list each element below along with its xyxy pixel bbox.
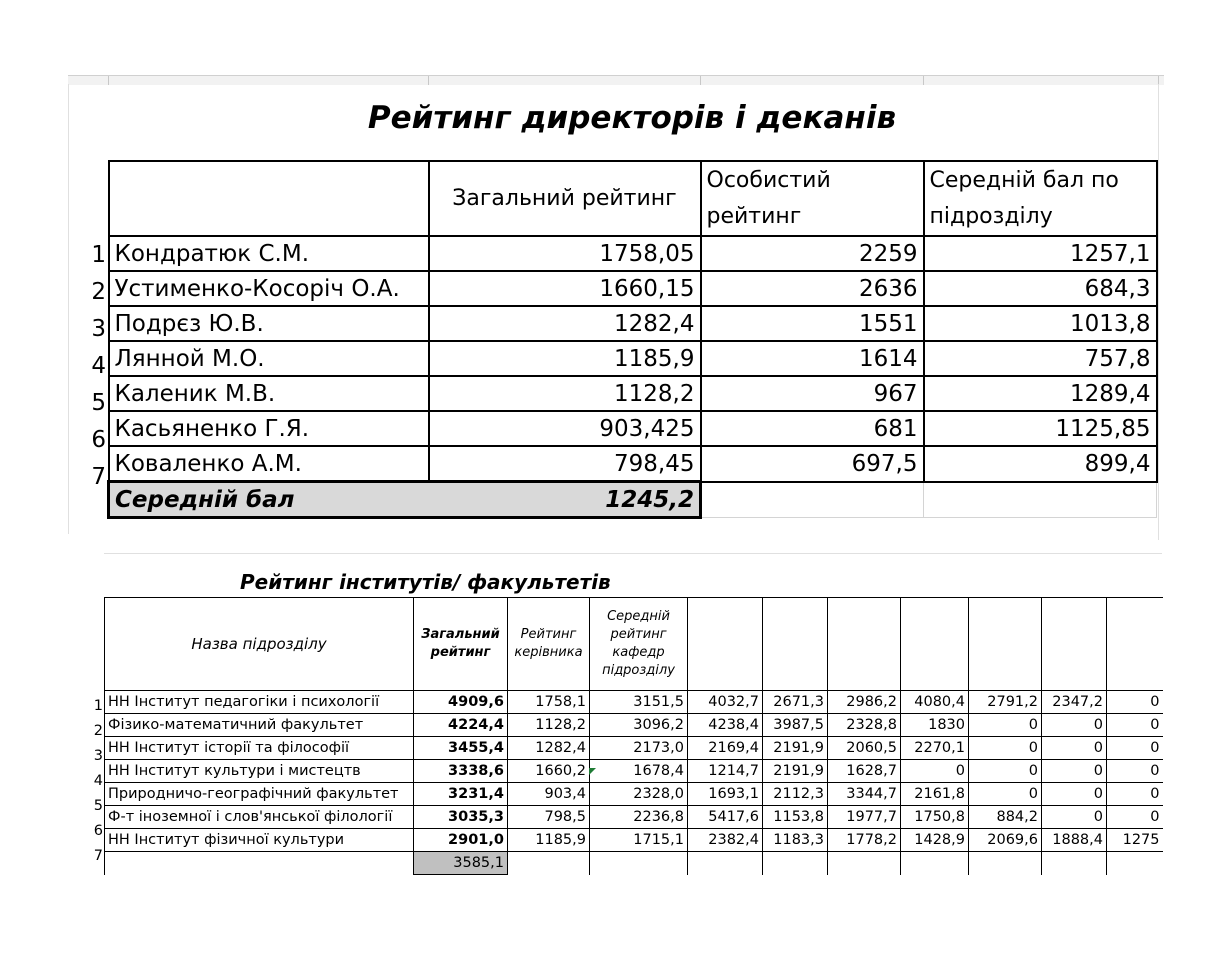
name-cell[interactable]: Коваленко А.М. [109, 446, 429, 482]
value-cell[interactable]: 2791,2 [969, 691, 1042, 714]
name-cell[interactable]: Фізико-математичний факультет [105, 714, 414, 737]
row-number: 1 [93, 698, 103, 714]
total-cell[interactable]: 3455,4 [414, 737, 508, 760]
table-header-row [105, 598, 1163, 691]
header-total-rating[interactable]: Загальний рейтинг [414, 598, 508, 691]
header-personal-rating[interactable]: Особистий рейтинг [701, 161, 924, 236]
total-cell[interactable]: 3231,4 [414, 783, 508, 806]
value-cell[interactable]: 4032,7 [688, 691, 763, 714]
avg-cell[interactable]: 1257,1 [924, 236, 1157, 271]
table-row [105, 691, 1163, 714]
header-avg-by-unit[interactable]: Середній бал по підрозділу [924, 161, 1157, 236]
table-row [105, 829, 1163, 852]
row-number: 5 [93, 798, 103, 814]
total-cell[interactable]: 1128,2 [429, 376, 701, 411]
avg-cell[interactable]: 899,4 [924, 446, 1157, 482]
header-cell[interactable] [109, 161, 429, 236]
table-row [109, 376, 1157, 411]
value-cell[interactable]: 3987,5 [763, 714, 828, 737]
name-cell[interactable]: Кондратюк С.М. [109, 236, 429, 271]
value-cell[interactable]: 2161,8 [901, 783, 969, 806]
name-cell[interactable]: Касьяненко Г.Я. [109, 411, 429, 446]
value-cell[interactable]: 0 [1107, 737, 1163, 760]
head-cell[interactable]: 1282,4 [508, 737, 590, 760]
empty-cell[interactable] [688, 852, 763, 875]
value-cell[interactable]: 0 [1042, 760, 1107, 783]
header-unit-name[interactable]: Назва підрозділу [105, 598, 414, 691]
personal-cell[interactable]: 1551 [701, 306, 924, 341]
name-cell[interactable]: НН Інститут культури і мистецтв [105, 760, 414, 783]
avg-cell[interactable]: 684,3 [924, 271, 1157, 306]
value-cell[interactable]: 1428,9 [901, 829, 969, 852]
row-number: 3 [93, 748, 103, 764]
value-cell[interactable]: 2986,2 [828, 691, 901, 714]
name-cell[interactable]: НН Інститут історії та філософії [105, 737, 414, 760]
total-cell[interactable]: 1758,05 [429, 236, 701, 271]
head-cell[interactable]: 1660,2 [508, 760, 590, 783]
value-cell[interactable]: 2069,6 [969, 829, 1042, 852]
value-cell[interactable]: 5417,6 [688, 806, 763, 829]
name-cell[interactable]: Ф-т іноземної і слов'янської філології [105, 806, 414, 829]
value-cell[interactable]: 0 [1042, 783, 1107, 806]
row-number: 4 [93, 773, 103, 789]
row-number: 5 [91, 390, 106, 416]
value-cell[interactable]: 0 [969, 783, 1042, 806]
header-cell[interactable] [1042, 598, 1107, 691]
avg-cell[interactable]: 1289,4 [924, 376, 1157, 411]
header-head-rating[interactable]: Рейтинг керівника [508, 598, 590, 691]
value-cell[interactable]: 1830 [901, 714, 969, 737]
value-cell[interactable]: 2112,3 [763, 783, 828, 806]
directors-table [107, 160, 1158, 519]
value-cell[interactable]: 1693,1 [688, 783, 763, 806]
value-cell[interactable]: 1214,7 [688, 760, 763, 783]
head-cell[interactable]: 1185,9 [508, 829, 590, 852]
table-row [109, 446, 1157, 482]
table-row [109, 236, 1157, 271]
name-cell[interactable]: Лянной М.О. [109, 341, 429, 376]
value-cell[interactable]: 4080,4 [901, 691, 969, 714]
table-row [105, 760, 1163, 783]
total-cell[interactable]: 903,425 [429, 411, 701, 446]
table-row [105, 783, 1163, 806]
value-cell[interactable]: 1888,4 [1042, 829, 1107, 852]
empty-cell[interactable] [1042, 852, 1107, 875]
value-cell[interactable]: 1628,7 [828, 760, 901, 783]
value-cell[interactable]: 1275 [1107, 829, 1163, 852]
header-cell[interactable] [688, 598, 763, 691]
avg-cell[interactable]: 2328,0 [590, 783, 688, 806]
column-header-strip [68, 75, 1164, 85]
avg-cell[interactable]: 757,8 [924, 341, 1157, 376]
name-cell[interactable]: НН Інститут фізичної культури [105, 829, 414, 852]
empty-cell[interactable] [701, 482, 924, 518]
total-cell[interactable]: 4224,4 [414, 714, 508, 737]
value-cell[interactable]: 2270,1 [901, 737, 969, 760]
value-cell[interactable]: 1778,2 [828, 829, 901, 852]
total-cell[interactable]: 4909,6 [414, 691, 508, 714]
personal-cell[interactable]: 2259 [701, 236, 924, 271]
avg-cell[interactable]: 3096,2 [590, 714, 688, 737]
table-row [105, 806, 1163, 829]
avg-cell[interactable]: 1125,85 [924, 411, 1157, 446]
header-cell[interactable] [969, 598, 1042, 691]
header-avg-department-rating[interactable]: Середній рейтинг кафедр підрозділу [590, 598, 688, 691]
empty-cell[interactable] [508, 852, 590, 875]
header-cell[interactable] [901, 598, 969, 691]
institutes-title: Рейтинг інститутів/ факультетів [240, 570, 611, 594]
name-cell[interactable]: НН Інститут педагогіки і психології [105, 691, 414, 714]
avg-cell[interactable]: 1715,1 [590, 829, 688, 852]
value-cell[interactable]: 1153,8 [763, 806, 828, 829]
value-cell[interactable]: 0 [1042, 737, 1107, 760]
head-cell[interactable]: 1128,2 [508, 714, 590, 737]
value-cell[interactable]: 0 [901, 760, 969, 783]
personal-cell[interactable]: 967 [701, 376, 924, 411]
row-number: 2 [91, 279, 106, 305]
total-cell[interactable]: 1660,15 [429, 271, 701, 306]
grid-line [1158, 84, 1159, 540]
personal-cell[interactable]: 1614 [701, 341, 924, 376]
value-cell[interactable]: 1977,7 [828, 806, 901, 829]
value-cell[interactable]: 2328,8 [828, 714, 901, 737]
avg-cell[interactable]: 2236,8 [590, 806, 688, 829]
value-cell[interactable]: 3344,7 [828, 783, 901, 806]
average-row [109, 482, 1157, 518]
personal-cell[interactable]: 2636 [701, 271, 924, 306]
directors-title: Рейтинг директорів і деканів [367, 100, 897, 136]
value-cell[interactable]: 2169,4 [688, 737, 763, 760]
empty-cell[interactable] [969, 852, 1042, 875]
table-row [109, 306, 1157, 341]
personal-cell[interactable]: 697,5 [701, 446, 924, 482]
table-header-row [109, 161, 1157, 236]
row-number: 1 [91, 242, 106, 268]
row-number: 7 [91, 464, 106, 490]
total-cell[interactable]: 3035,3 [414, 806, 508, 829]
average-value-cell[interactable]: 3585,1 [414, 852, 508, 875]
table-row [105, 714, 1163, 737]
table-row [109, 411, 1157, 446]
empty-cell[interactable] [901, 852, 969, 875]
value-cell[interactable]: 1183,3 [763, 829, 828, 852]
table-row [105, 737, 1163, 760]
grid-line [68, 84, 69, 534]
value-cell[interactable]: 0 [1042, 714, 1107, 737]
value-cell[interactable]: 0 [1107, 691, 1163, 714]
row-number: 4 [91, 353, 106, 379]
header-cell[interactable] [828, 598, 901, 691]
average-row [105, 852, 1163, 875]
average-cell[interactable] [109, 482, 701, 518]
total-cell[interactable]: 1185,9 [429, 341, 701, 376]
name-cell[interactable]: Устименко-Косоріч О.А. [109, 271, 429, 306]
empty-cell[interactable] [763, 852, 828, 875]
empty-cell[interactable] [590, 852, 688, 875]
row-number: 3 [91, 316, 106, 342]
name-cell[interactable]: Подрєз Ю.В. [109, 306, 429, 341]
avg-cell[interactable]: 3151,5 [590, 691, 688, 714]
header-cell[interactable] [763, 598, 828, 691]
value-cell[interactable]: 0 [1107, 806, 1163, 829]
value-cell[interactable]: 2060,5 [828, 737, 901, 760]
value-cell[interactable]: 2671,3 [763, 691, 828, 714]
value-cell[interactable]: 0 [969, 760, 1042, 783]
value-cell[interactable]: 884,2 [969, 806, 1042, 829]
row-number: 6 [91, 427, 106, 453]
value-cell[interactable]: 2191,9 [763, 760, 828, 783]
avg-cell[interactable]: 2173,0 [590, 737, 688, 760]
head-cell[interactable]: 903,4 [508, 783, 590, 806]
value-cell[interactable]: 0 [1107, 783, 1163, 806]
value-cell[interactable]: 1750,8 [901, 806, 969, 829]
total-cell[interactable]: 1282,4 [429, 306, 701, 341]
average-label: Середній бал [115, 486, 295, 513]
name-cell[interactable]: Природничо-географічний факультет [105, 783, 414, 806]
avg-cell[interactable]: 1678,4 [590, 760, 688, 783]
empty-cell[interactable] [1107, 852, 1163, 875]
avg-cell[interactable]: 1013,8 [924, 306, 1157, 341]
value-cell[interactable]: 0 [969, 714, 1042, 737]
empty-cell[interactable] [105, 852, 414, 875]
value-cell[interactable]: 0 [1107, 760, 1163, 783]
value-cell[interactable]: 0 [1042, 806, 1107, 829]
total-cell[interactable]: 2901,0 [414, 829, 508, 852]
empty-cell[interactable] [924, 482, 1157, 518]
value-cell[interactable]: 2382,4 [688, 829, 763, 852]
grid-line [104, 553, 1162, 554]
head-cell[interactable]: 1758,1 [508, 691, 590, 714]
value-cell[interactable]: 0 [969, 737, 1042, 760]
header-total-rating[interactable]: Загальний рейтинг [429, 161, 701, 236]
table-row [109, 341, 1157, 376]
value-cell[interactable]: 4238,4 [688, 714, 763, 737]
total-cell[interactable]: 798,45 [429, 446, 701, 482]
value-cell[interactable]: 2347,2 [1042, 691, 1107, 714]
personal-cell[interactable]: 681 [701, 411, 924, 446]
value-cell[interactable]: 0 [1107, 714, 1163, 737]
head-cell[interactable]: 798,5 [508, 806, 590, 829]
institutes-table [104, 597, 1163, 875]
header-cell[interactable] [1107, 598, 1163, 691]
total-cell[interactable]: 3338,6 [414, 760, 508, 783]
row-number: 6 [93, 823, 103, 839]
table-row [109, 271, 1157, 306]
name-cell[interactable]: Каленик М.В. [109, 376, 429, 411]
row-number: 2 [93, 723, 103, 739]
average-value: 1245,2 [605, 486, 694, 513]
value-cell[interactable]: 2191,9 [763, 737, 828, 760]
row-number: 7 [93, 848, 103, 864]
empty-cell[interactable] [828, 852, 901, 875]
cell-comment-marker [589, 768, 596, 775]
